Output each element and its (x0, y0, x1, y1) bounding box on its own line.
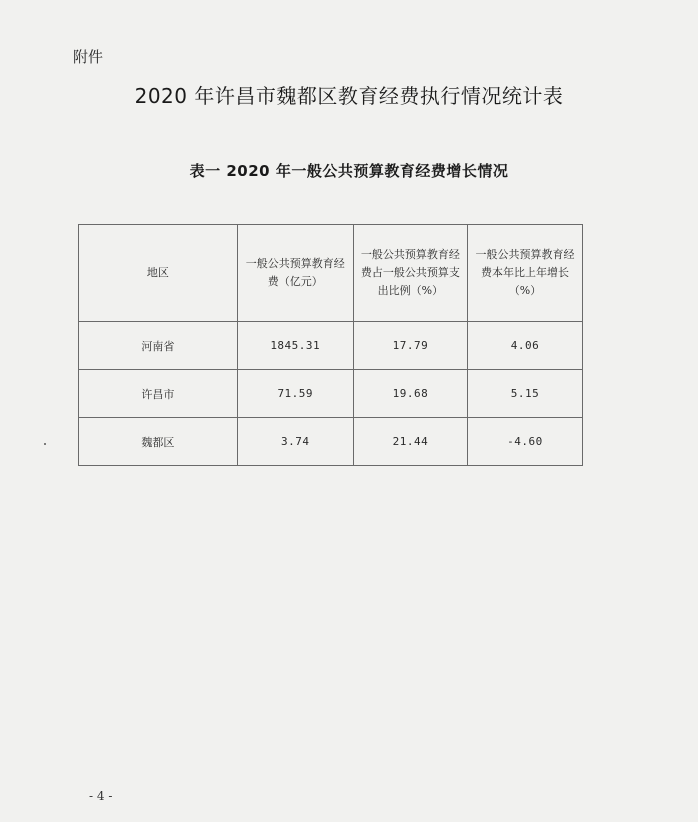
header-region: 地区 (79, 225, 238, 322)
cell-share: 19.68 (353, 370, 467, 418)
cell-share: 21.44 (353, 418, 467, 466)
cell-region: 河南省 (79, 322, 238, 370)
attachment-label: 附件 (73, 48, 104, 66)
page-number: - 4 - (89, 789, 113, 803)
header-funding: 一般公共预算教育经费（亿元） (237, 225, 353, 322)
document-title: 2020 年许昌市魏都区教育经费执行情况统计表 (134, 84, 564, 108)
cell-region: 许昌市 (79, 370, 238, 418)
cell-growth: 5.15 (467, 370, 582, 418)
header-share: 一般公共预算教育经费占一般公共预算支出比例（%） (353, 225, 467, 322)
education-funding-table (78, 224, 583, 466)
cell-growth: -4.60 (467, 418, 582, 466)
cell-funding: 1845.31 (237, 322, 353, 370)
header-growth: 一般公共预算教育经费本年比上年增长（%） (467, 225, 582, 322)
cell-growth: 4.06 (467, 322, 582, 370)
cell-region: 魏都区 (79, 418, 238, 466)
table-row (79, 418, 583, 466)
cell-share: 17.79 (353, 322, 467, 370)
table-caption: 表一 2020 年一般公共预算教育经费增长情况 (189, 162, 509, 180)
table-row (79, 322, 583, 370)
table-row (79, 370, 583, 418)
cell-funding: 71.59 (237, 370, 353, 418)
table-header-row (79, 225, 583, 322)
scan-speck (44, 443, 46, 445)
cell-funding: 3.74 (237, 418, 353, 466)
